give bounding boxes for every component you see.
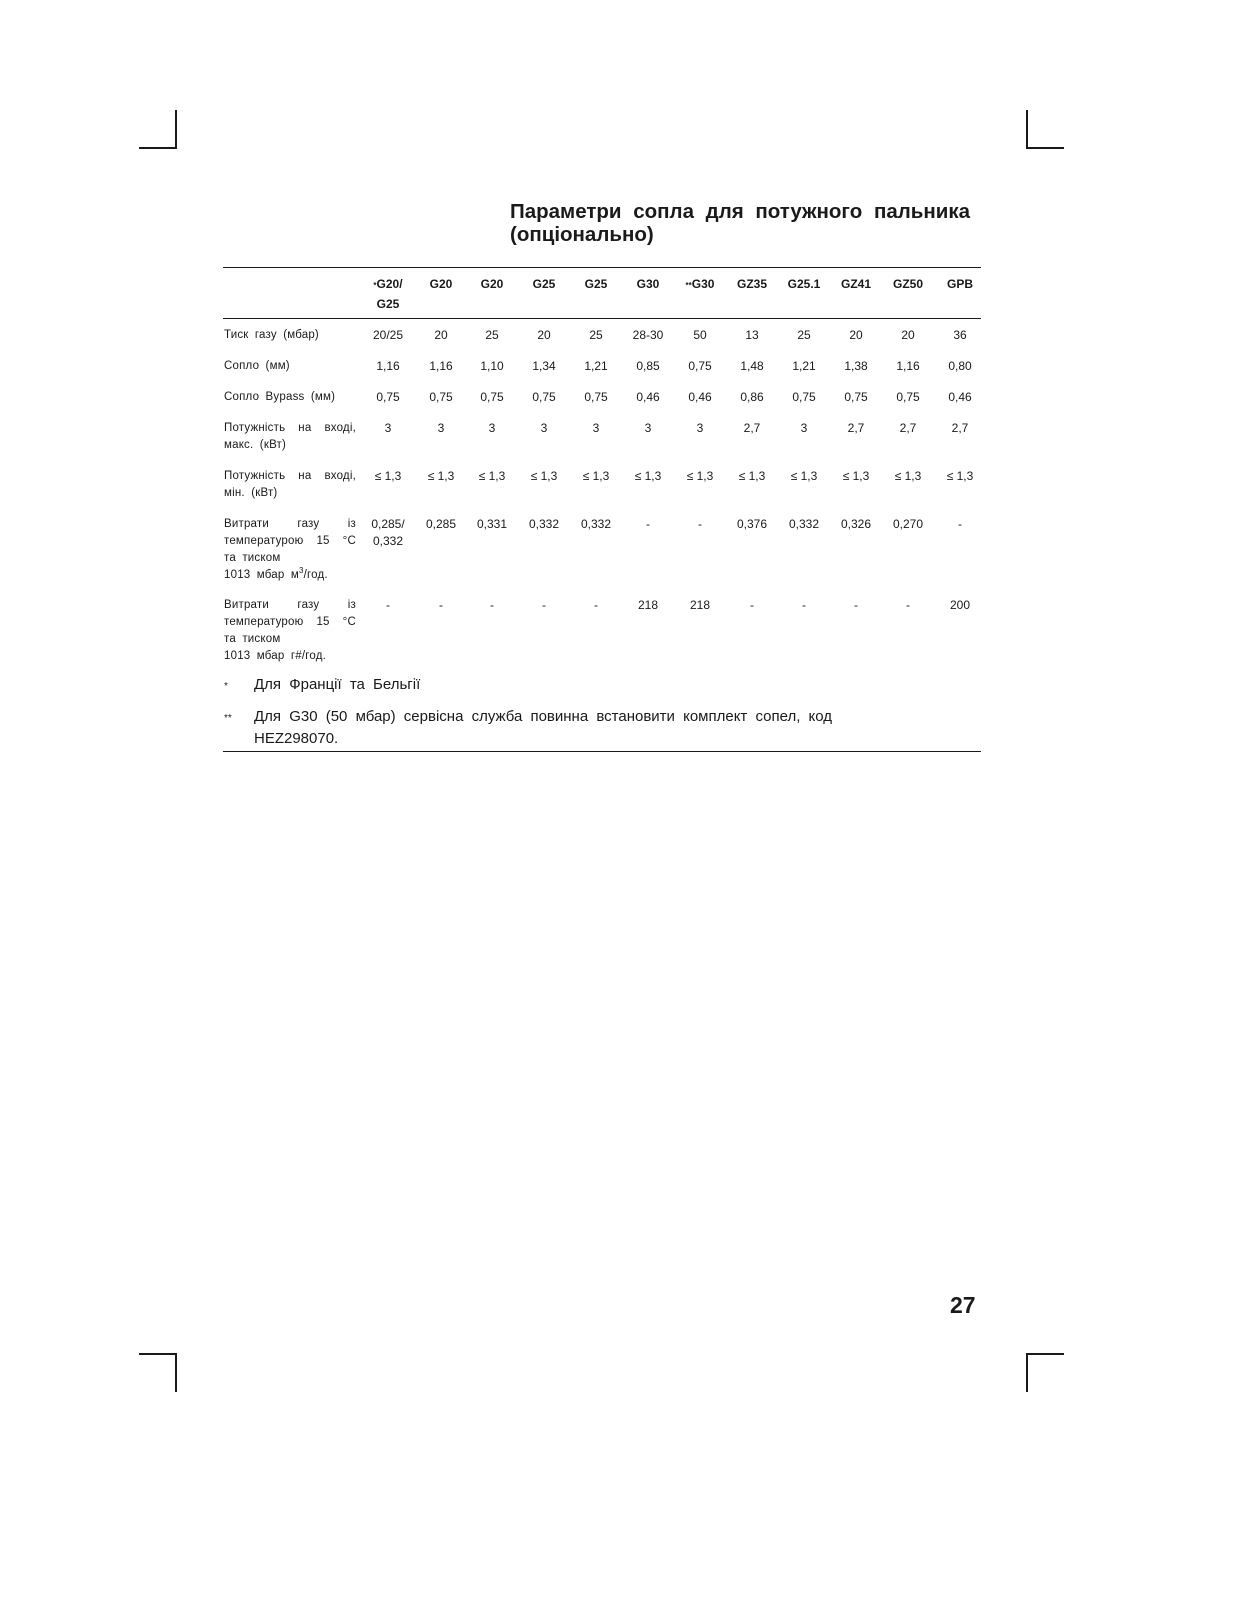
- table-cell: 20/25: [372, 328, 404, 342]
- table-cell: -: [490, 598, 494, 612]
- table-cell: 3: [437, 421, 445, 435]
- table-cell: 0,75: [376, 390, 400, 404]
- table-cell: 1,34: [532, 359, 556, 373]
- column-header: [363, 275, 413, 314]
- row-label-line: [224, 550, 356, 567]
- table-cell: -: [594, 598, 598, 612]
- row-label: [224, 468, 356, 502]
- table-cell: 0,80: [948, 359, 972, 373]
- table-cell: 0,75: [792, 390, 816, 404]
- column-header-mark: *: [373, 281, 377, 290]
- column-header: [675, 275, 725, 295]
- page-title-line-1: Параметри сопла для потужного пальника: [510, 200, 970, 223]
- row-label-line: [224, 516, 356, 533]
- table-cell: 0,75: [429, 390, 453, 404]
- table-cell: 1,21: [584, 359, 608, 373]
- table-cell: 2,7: [743, 421, 761, 435]
- table-cell: 1,16: [896, 359, 920, 373]
- row-label: [224, 516, 356, 584]
- row-label-line: [224, 485, 356, 502]
- row-label-line: [224, 533, 356, 550]
- table-cell: 0,332: [580, 517, 612, 531]
- table-cell: 200: [949, 598, 971, 612]
- unit-tail: /год.: [303, 569, 328, 581]
- row-label-line: [224, 437, 356, 454]
- column-header-label: G30: [636, 277, 660, 291]
- column-header-label: G25: [584, 277, 608, 291]
- table-cell: 0,46: [688, 390, 712, 404]
- table-cell: 3: [540, 421, 548, 435]
- row-label: [224, 358, 356, 375]
- table-cell: 0,332: [788, 517, 820, 531]
- table-cell: ≤ 1,3: [894, 469, 922, 483]
- table-cell: 0,75: [844, 390, 868, 404]
- table-cell: ≤ 1,3: [478, 469, 506, 483]
- table-bottom-rule: [223, 751, 981, 752]
- column-header-mark: **: [685, 281, 692, 290]
- row-label-text: Потужність на вході,: [224, 422, 356, 434]
- table-cell: ≤ 1,3: [738, 469, 766, 483]
- table-cell: 3: [488, 421, 496, 435]
- table-cell: 20: [434, 328, 448, 342]
- column-header-label: GPB: [946, 277, 973, 291]
- row-label-line: [224, 468, 356, 485]
- table-cell: ≤ 1,3: [790, 469, 818, 483]
- crop-mark-top-left-h: [139, 147, 177, 149]
- table-cell: -: [542, 598, 546, 612]
- row-label-line: [224, 389, 356, 406]
- column-header: [519, 275, 569, 295]
- column-header-label: GZ50: [892, 277, 923, 291]
- table-cell: ≤ 1,3: [427, 469, 455, 483]
- footnote-2: [224, 706, 964, 750]
- row-label-line: [224, 327, 356, 344]
- column-header: [467, 275, 517, 295]
- row-label: [224, 597, 356, 665]
- table-cell: 28-30: [632, 328, 664, 342]
- crop-mark-bottom-left-v: [175, 1353, 177, 1392]
- row-label-text: мін. (кВт): [224, 487, 278, 499]
- table-cell: 0,326: [840, 517, 872, 531]
- column-header: [571, 275, 621, 295]
- row-label-text: Тиск газу (мбар): [224, 329, 319, 341]
- crop-mark-bottom-right-v: [1026, 1353, 1028, 1392]
- table-cell: 25: [797, 328, 811, 342]
- table-cell: 0,285: [425, 517, 457, 531]
- table-cell: 0,75: [480, 390, 504, 404]
- column-header: [727, 275, 777, 295]
- table-cell: ≤ 1,3: [946, 469, 974, 483]
- table-cell: 0,332: [528, 517, 560, 531]
- table-cell: 218: [637, 598, 659, 612]
- table-cell: 50: [693, 328, 707, 342]
- table-cell: 20: [849, 328, 863, 342]
- table-cell: -: [906, 598, 910, 612]
- table-cell: 3: [384, 421, 392, 435]
- row-label-line: [224, 358, 356, 375]
- crop-mark-top-right-h: [1026, 147, 1064, 149]
- table-cell: ≤ 1,3: [530, 469, 558, 483]
- table-cell: 0,46: [636, 390, 660, 404]
- column-header-label: G25: [532, 277, 556, 291]
- column-header: [831, 275, 881, 295]
- table-cell: 25: [485, 328, 499, 342]
- table-cell: 2,7: [899, 421, 917, 435]
- page-number: 27: [950, 1292, 976, 1318]
- table-cell: 1,21: [792, 359, 816, 373]
- table-cell: -: [698, 517, 702, 531]
- column-header-label: GZ35: [736, 277, 767, 291]
- table-cell: 20: [901, 328, 915, 342]
- row-label-text: макс. (кВт): [224, 439, 287, 451]
- table-cell: ≤ 1,3: [374, 469, 402, 483]
- table-cell: ≤ 1,3: [634, 469, 662, 483]
- page-title: [510, 200, 970, 246]
- crop-mark-top-right-v: [1026, 110, 1028, 148]
- column-header-label: G20: [480, 277, 504, 291]
- page-title-line-2: (опціонально): [510, 223, 654, 246]
- table-cell: 3: [800, 421, 808, 435]
- column-header-label: GZ41: [840, 277, 871, 291]
- row-label-line: [224, 614, 356, 631]
- table-cell: 218: [689, 598, 711, 612]
- table-cell: -: [958, 517, 962, 531]
- footnote-2-text-line-2: HEZ298070.: [254, 730, 339, 747]
- table-cell: 25: [589, 328, 603, 342]
- table-cell-line-2: 0,332: [372, 534, 404, 548]
- table-top-rule: [223, 267, 981, 268]
- column-header: [779, 275, 829, 295]
- row-label-line: [224, 648, 356, 665]
- row-label-text: Сопло Bypass (мм): [224, 391, 336, 403]
- table-cell: 0,46: [948, 390, 972, 404]
- table-cell: ≤ 1,3: [686, 469, 714, 483]
- row-label-text: температурою 15 °C: [224, 535, 356, 547]
- table-cell: 1,48: [740, 359, 764, 373]
- row-label-text: 1013 мбар г#/год.: [224, 650, 327, 662]
- table-cell: -: [646, 517, 650, 531]
- row-label-line: [224, 567, 356, 584]
- column-header-label: G30: [691, 277, 715, 291]
- row-label-text: температурою 15 °C: [224, 616, 356, 628]
- table-cell: -: [439, 598, 443, 612]
- footnote-1-text: Для Франції та Бельгії: [254, 676, 421, 693]
- column-header: [935, 275, 985, 295]
- table-cell: 0,376: [736, 517, 768, 531]
- column-header-label-line-2: G25: [376, 297, 400, 311]
- row-label-text: та тиском: [224, 552, 281, 564]
- column-header: [883, 275, 933, 295]
- footnote-1-mark: *: [224, 681, 228, 692]
- row-label-text: 1013 мбар м: [224, 569, 299, 581]
- row-label: [224, 420, 356, 454]
- column-header-label: G25.1: [787, 277, 821, 291]
- column-header-label: G20: [429, 277, 453, 291]
- row-label-text: Сопло (мм): [224, 360, 290, 372]
- table-cell: -: [386, 598, 390, 612]
- table-cell: -: [750, 598, 754, 612]
- row-label-line: [224, 631, 356, 648]
- table-cell: 1,38: [844, 359, 868, 373]
- table-cell: 13: [745, 328, 759, 342]
- column-header-label: G20/: [376, 277, 403, 291]
- table-cell: 0,75: [896, 390, 920, 404]
- row-label-text: Витрати газу із: [224, 599, 356, 611]
- table-cell: 1,10: [480, 359, 504, 373]
- row-label-line: [224, 597, 356, 614]
- table-cell: ≤ 1,3: [842, 469, 870, 483]
- table-header-rule: [223, 318, 981, 319]
- column-header: [623, 275, 673, 295]
- table-cell: -: [802, 598, 806, 612]
- crop-mark-bottom-left-h: [139, 1353, 177, 1355]
- unit-superscript: 3: [298, 566, 304, 576]
- table-cell: 0,75: [688, 359, 712, 373]
- table-cell: 3: [592, 421, 600, 435]
- table-cell: 0,75: [584, 390, 608, 404]
- row-label-text: Витрати газу із: [224, 518, 356, 530]
- table-cell: 3: [696, 421, 704, 435]
- row-label: [224, 389, 356, 406]
- table-cell: 0,85: [636, 359, 660, 373]
- column-header: [416, 275, 466, 295]
- table-cell: 1,16: [429, 359, 453, 373]
- table-cell: -: [854, 598, 858, 612]
- table-cell: 0,331: [476, 517, 508, 531]
- row-label-line: [224, 420, 356, 437]
- footnote-1: [224, 674, 964, 696]
- footnote-2-text-line-1: Для G30 (50 мбар) сервісна служба повинна встановити комплект сопел, код: [254, 708, 833, 725]
- table-cell: 2,7: [951, 421, 969, 435]
- row-label-text: та тиском: [224, 633, 281, 645]
- table-cell: 3: [644, 421, 652, 435]
- table-cell: 0,270: [892, 517, 924, 531]
- row-label-text: Потужність на вході,: [224, 470, 356, 482]
- table-cell: 1,16: [376, 359, 400, 373]
- table-cell: 0,86: [740, 390, 764, 404]
- table-cell: 0,285/: [371, 517, 405, 531]
- table-cell: 20: [537, 328, 551, 342]
- crop-mark-bottom-right-h: [1026, 1353, 1064, 1355]
- table-cell: ≤ 1,3: [582, 469, 610, 483]
- crop-mark-top-left-v: [175, 110, 177, 148]
- table-cell: 2,7: [847, 421, 865, 435]
- footnote-2-mark: **: [224, 713, 232, 724]
- table-cell: 36: [953, 328, 967, 342]
- table-cell: 0,75: [532, 390, 556, 404]
- row-label: [224, 327, 356, 344]
